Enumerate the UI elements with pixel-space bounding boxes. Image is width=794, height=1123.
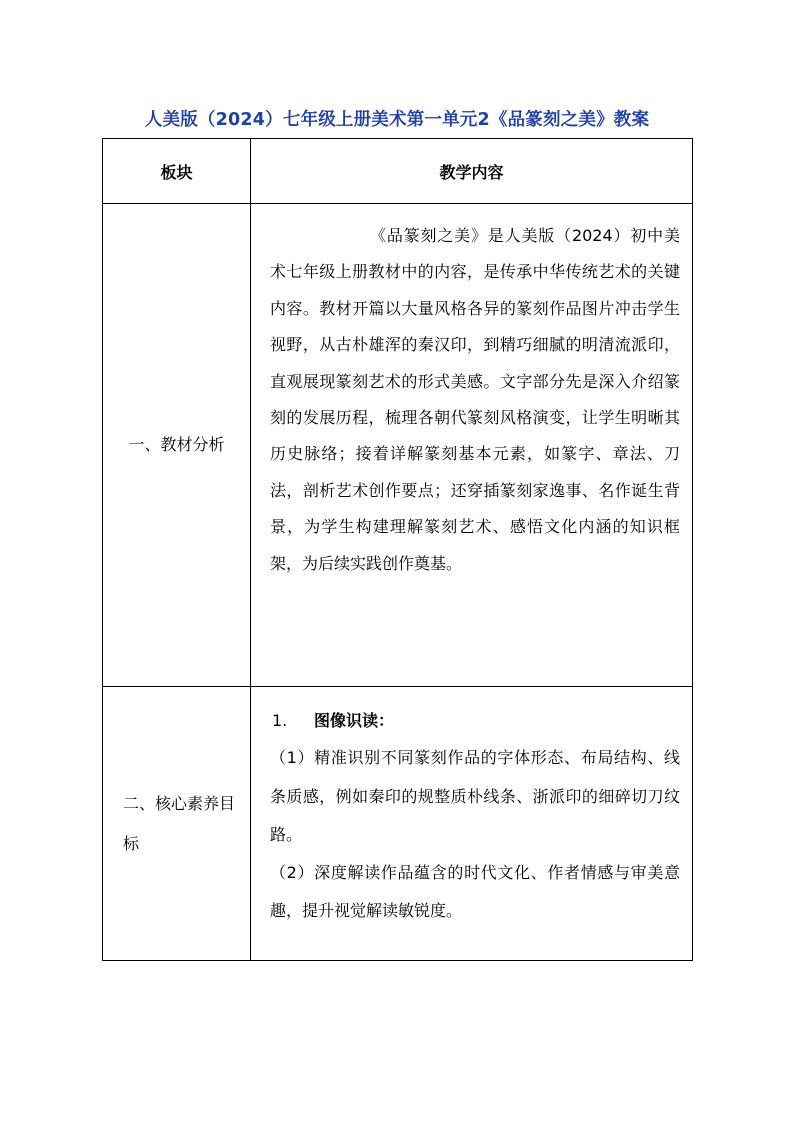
goal-heading-number: 1. xyxy=(272,711,288,730)
textbook-analysis-paragraph: 《品篆刻之美》是人美版（2024）初中美术七年级上册教材中的内容，是传承中华传统艺术的关键内容。教材开篇以大量风格各异的篆刻作品图片冲击学生视野，从古朴雄浑的秦汉印，到精巧细腻的明清流派印，直观展现篆刻艺术的形式美感。文字部分先是深入介绍篆刻的发展历程，梳理各朝代篆刻风格演变，让学生明晰其历史脉络；接着详解篆刻基本元素，如篆字、章法、刀法，剖析艺术创作要点；还穿插篆刻家逸事、名作诞生背景，为学生构建理解篆刻艺术、感悟文化内涵的知识框架，为后续实践创作奠基。 xyxy=(270,226,680,573)
goal-heading xyxy=(270,703,680,739)
document-title: 人美版（2024）七年级上册美术第一单元2《品篆刻之美》教案 xyxy=(144,110,650,130)
table-row-core-literacy-goals xyxy=(103,687,693,961)
goal-item-1: （1）精准识别不同篆刻作品的字体形态、布局结构、线条质感，例如秦印的规整质朴线条、浙派印的细碎切刀纹路。 xyxy=(270,748,680,844)
goal-item-2: （2）深度解读作品蕴含的时代文化、作者情感与审美意趣，提升视觉解读敏锐度。 xyxy=(270,863,680,921)
table-header-row xyxy=(103,139,693,204)
table-row-textbook-analysis xyxy=(103,204,693,687)
header-section-cell: 板块 xyxy=(103,139,251,204)
textbook-analysis-content xyxy=(251,204,693,687)
core-literacy-goals-content xyxy=(251,687,693,961)
section-label-core-literacy-goals: 二、核心素养目标 xyxy=(103,687,251,961)
header-content-cell: 教学内容 xyxy=(251,139,693,204)
goal-heading-text: 图像识读： xyxy=(314,711,395,730)
section-label-textbook-analysis: 一、教材分析 xyxy=(103,204,251,687)
lesson-plan-table xyxy=(102,138,693,961)
